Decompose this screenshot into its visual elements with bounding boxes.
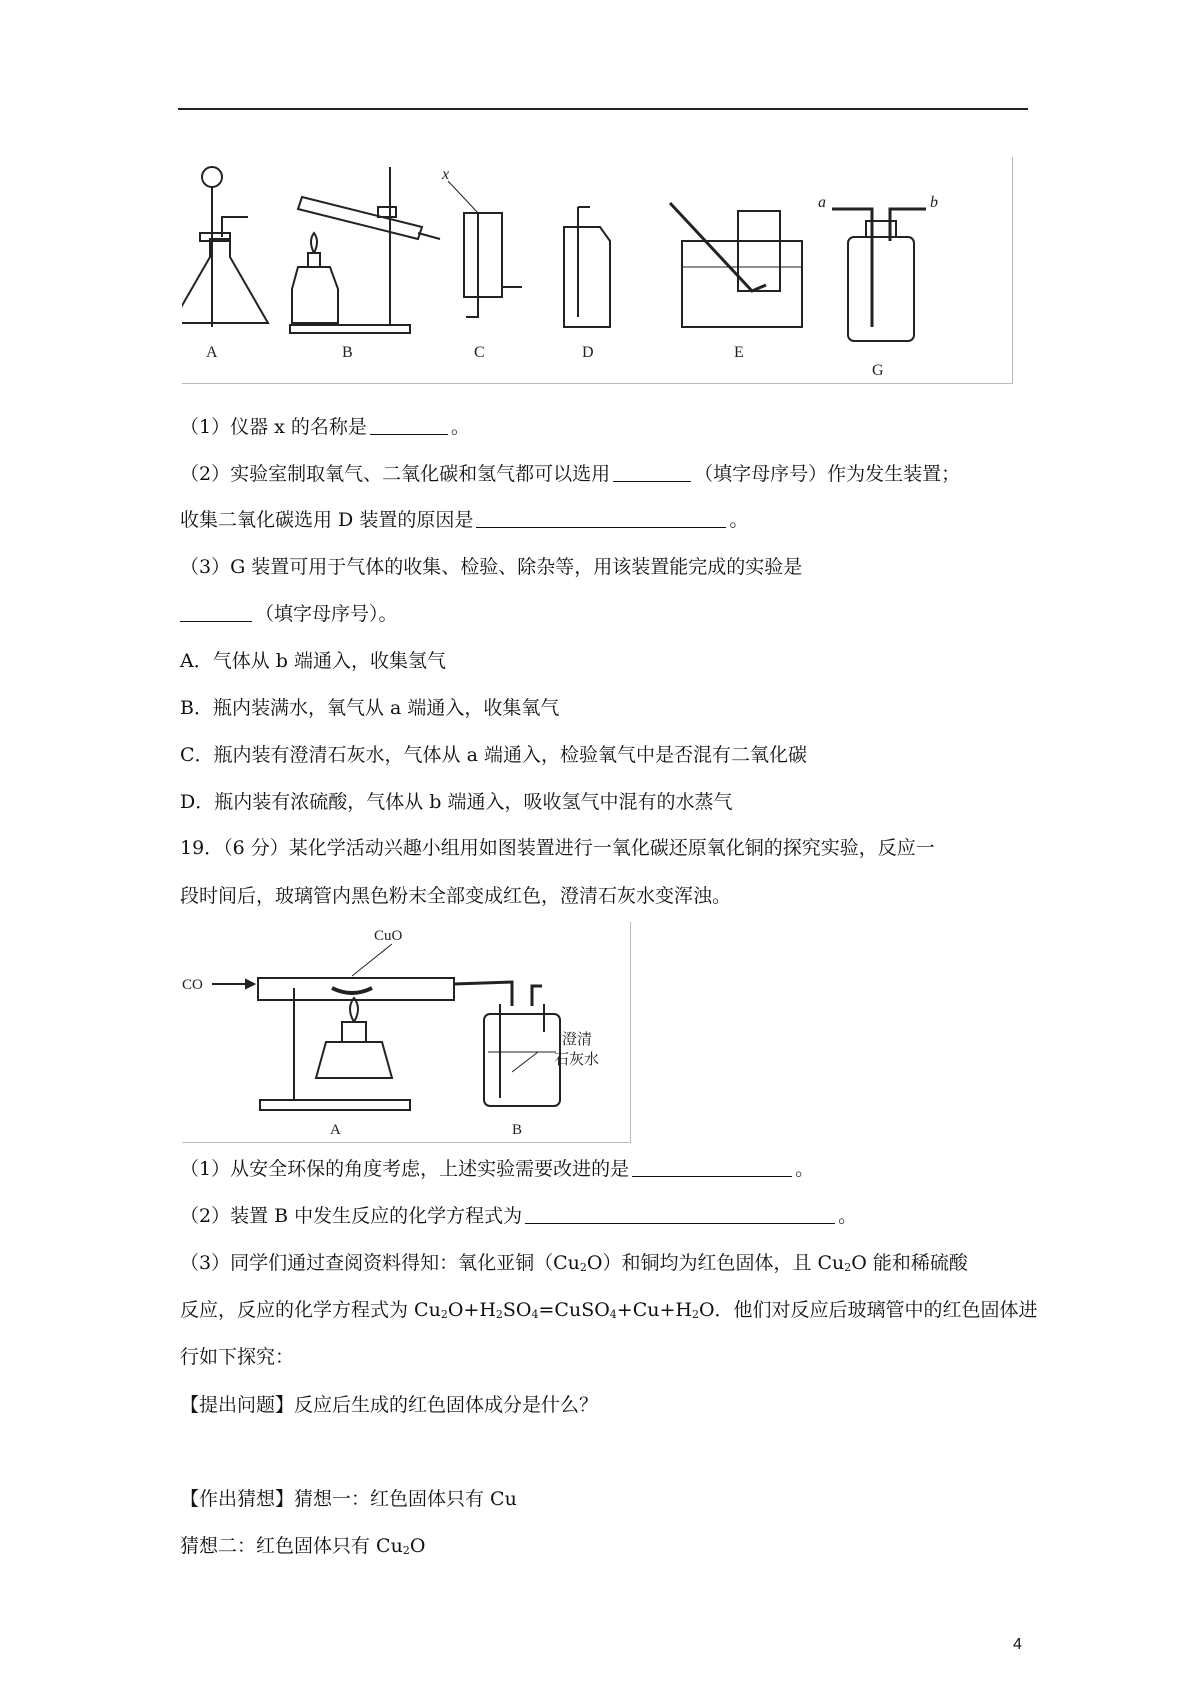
apparatus-figure	[182, 157, 1013, 384]
apparatus-a	[182, 167, 268, 327]
label-b: B	[342, 344, 353, 361]
q19-part3-line2: 反应，反应的化学方程式为 $Cu_2O+H_2SO_4=CuSO_4+Cu+H_2O$．他们对反应后玻璃管中的红色固体进	[180, 1299, 1038, 1321]
apparatus-d	[564, 207, 610, 327]
q18-option-a: A．气体从 b 端通入，收集氢气	[180, 650, 446, 672]
q18-part3: （3）G 装置可用于气体的收集、检验、除杂等，用该装置能完成的实验是	[180, 556, 803, 578]
co-reduction-figure	[182, 922, 631, 1143]
answer-blank[interactable]	[632, 1158, 792, 1177]
q19-part3-line3: 行如下探究：	[180, 1346, 295, 1368]
label-a: A	[330, 1122, 341, 1138]
label-e: E	[734, 344, 744, 361]
alcohol-lamp	[316, 1042, 392, 1078]
label-g: G	[872, 362, 884, 379]
q19-part1: （1）从安全环保的角度考虑，上述实验需要改进的是 。	[180, 1158, 815, 1180]
apparatus-e	[670, 203, 802, 327]
glass-tube	[258, 978, 454, 1000]
label-b: B	[512, 1122, 523, 1138]
apparatus-b	[290, 167, 440, 333]
answer-blank[interactable]	[613, 463, 691, 482]
answer-blank[interactable]	[476, 509, 726, 528]
q19-part3-line1: （3）同学们通过查阅资料得知：氧化亚铜$(Cu_2O)$和铜均为红色固体，且 $Cu_2O$ 能和稀硫酸	[180, 1252, 968, 1274]
page-number: 4	[1013, 1636, 1022, 1653]
q19-intro-2: 段时间后，玻璃管内黑色粉末全部变成红色，澄清石灰水变浑浊。	[180, 885, 732, 907]
label-a: A	[206, 344, 218, 361]
label-port-a: a	[818, 194, 826, 211]
q18-part3b: （填字母序号）。	[180, 601, 398, 627]
apparatus-c	[448, 181, 522, 317]
label-limewater-2: 石灰水	[554, 1052, 600, 1068]
q19-part2: （2）装置 B 中发生反应的化学方程式为 。	[180, 1205, 858, 1227]
label-limewater-1: 澄清	[562, 1032, 593, 1048]
label-cuo: CuO	[374, 928, 403, 944]
q19-question: 【提出问题】反应后生成的红色固体成分是什么？	[180, 1394, 599, 1416]
q18-part2: （2）实验室制取氧气、二氧化碳和氢气都可以选用 （填字母序号）作为发生装置；	[180, 463, 961, 485]
q18-option-c: C．瓶内装有澄清石灰水，气体从 a 端通入，检验氧气中是否混有二氧化碳	[180, 744, 807, 766]
apparatus-g	[832, 209, 926, 341]
label-c: C	[474, 344, 485, 361]
q19-intro-1: 19．（6 分）某化学活动兴趣小组用如图装置进行一氧化碳还原氧化铜的探究实验，反应一	[180, 837, 935, 859]
stand-base	[260, 1100, 410, 1110]
answer-blank[interactable]	[525, 1205, 835, 1224]
q18-part1: （1）仪器 x 的名称是 。	[180, 416, 470, 438]
lime-water-bottle	[484, 1014, 560, 1106]
q18-part2b: 收集二氧化碳选用 D 装置的原因是 。	[180, 509, 749, 531]
label-co: CO	[182, 977, 203, 993]
answer-blank[interactable]	[180, 603, 252, 622]
label-d: D	[582, 344, 594, 361]
header-rule	[178, 108, 1028, 110]
q18-option-d: D．瓶内装有浓硫酸，气体从 b 端通入，吸收氢气中混有的水蒸气	[180, 791, 733, 813]
answer-blank[interactable]	[370, 416, 448, 435]
q19-guess-1: 【作出猜想】猜想一：红色固体只有 Cu	[180, 1488, 517, 1510]
label-port-b: b	[930, 194, 938, 211]
q18-option-b: B．瓶内装满水，氧气从 a 端通入，收集氧气	[180, 697, 560, 719]
label-x: x	[442, 166, 450, 183]
q19-guess-2: 猜想二：红色固体只有 $Cu_2O$	[180, 1535, 426, 1557]
